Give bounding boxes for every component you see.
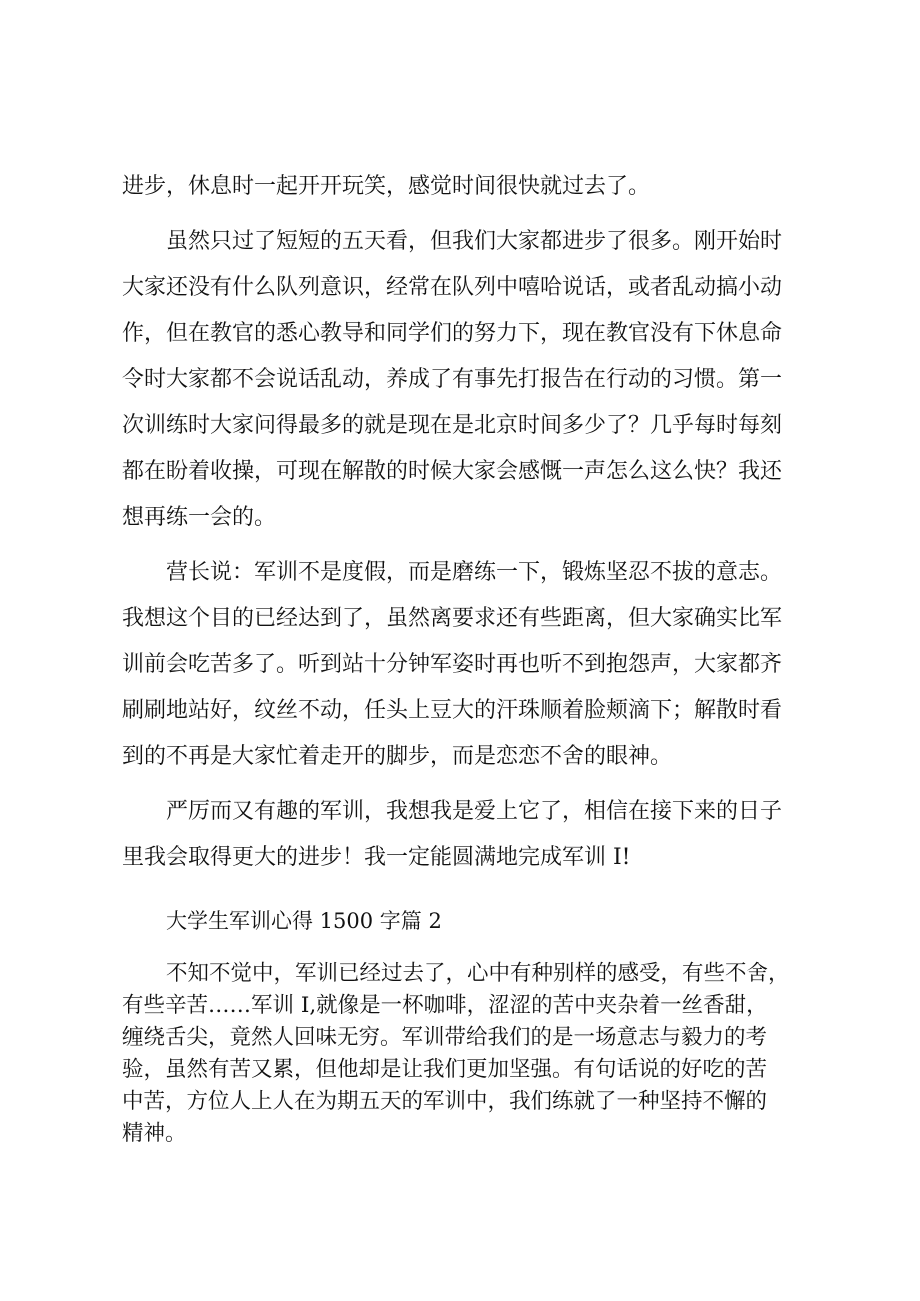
text-line: 作，但在教官的悉心教导和同学们的努力下，现在教官没有下休息命 [122,321,783,346]
text-line: 我想这个目的已经达到了，虽然离要求还有些距离，但大家确实比军 [122,606,783,631]
text-line: 里我会取得更大的进步！我一定能圆满地完成军训 I! [122,845,631,870]
text-line: 不知不觉中，军训已经过去了，心中有种别样的感受，有些不舍， [166,961,790,986]
text-line: 训前会吃苦多了。听到站十分钟军姿时再也听不到抱怨声，大家都齐 [122,652,783,677]
text-line: 令时大家都不会说话乱动，养成了有事先打报告在行动的习惯。第一 [122,367,783,392]
text-line: 都在盼着收操，可现在解散的时候大家会感慨一声怎么这么快？我还 [122,459,783,484]
text-line: 精神。 [122,1121,187,1146]
section-heading: 大学生军训心得 1500 字篇 2 [166,909,442,933]
text-line: 有些辛苦……军训 I,就像是一杯咖啡，涩涩的苦中夹杂着一丝香甜， [122,993,768,1018]
text-line: 验，虽然有苦又累，但他却是让我们更加坚强。有句话说的好吃的苦 [122,1057,768,1082]
text-line: 营长说：军训不是度假，而是磨练一下，锻炼坚忍不拔的意志。 [166,560,783,585]
text-line: 次训练时大家问得最多的就是现在是北京时间多少了？几乎每时每刻 [122,413,783,438]
text-line: 中苦，方位人上人在为期五天的军训中，我们练就了一种坚持不懈的 [122,1089,768,1114]
text-line: 想再练一会的。 [122,505,277,530]
text-line: 缠绕舌尖，竟然人回味无穷。军训带给我们的是一场意志与毅力的考 [122,1025,768,1050]
text-line: 严厉而又有趣的军训，我想我是爱上它了，相信在接下来的日子 [166,799,783,824]
text-line: 进步，休息时一起开开玩笑，感觉时间很快就过去了。 [122,174,651,199]
text-line: 虽然只过了短短的五天看，但我们大家都进步了很多。刚开始时 [166,229,783,254]
text-line: 到的不再是大家忙着走开的脚步，而是恋恋不舍的眼神。 [122,744,673,769]
text-line: 大家还没有什么队列意识，经常在队列中嘻哈说话，或者乱动搞小动 [122,275,783,300]
text-line: 刷刷地站好，纹丝不动，任头上豆大的汗珠顺着脸颊滴下；解散时看 [122,698,783,723]
